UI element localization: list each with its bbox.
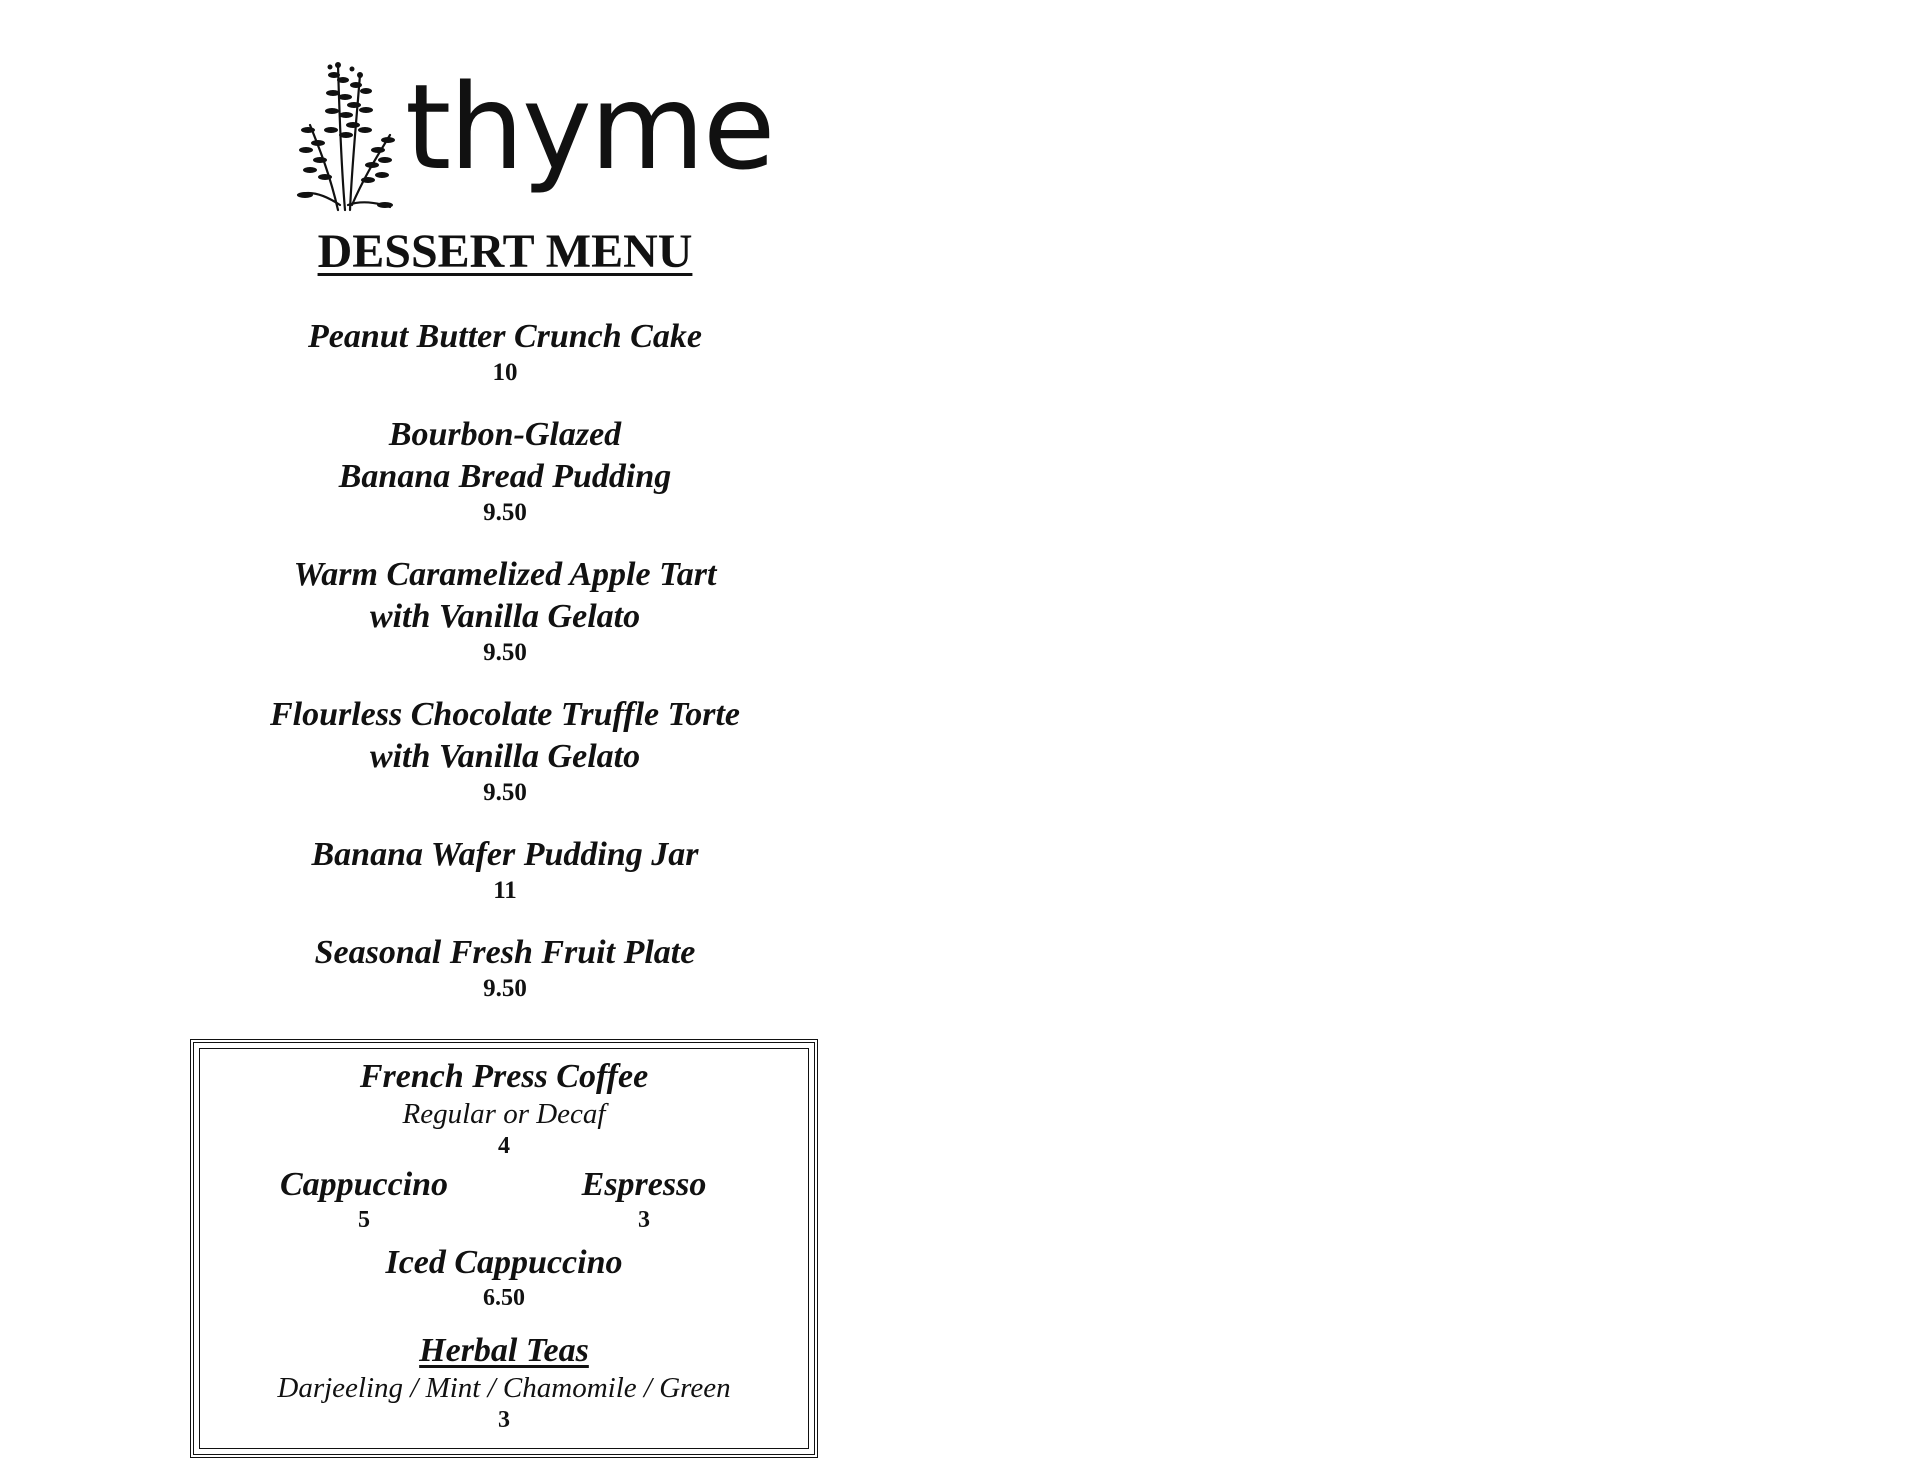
herbal-teas-price: 3 <box>498 1407 510 1433</box>
item-name: Banana Wafer Pudding Jar <box>311 836 699 873</box>
brand-wordmark: thyme <box>405 58 774 196</box>
item-name: Peanut Butter Crunch Cake <box>308 318 702 355</box>
coffee-name: French Press Coffee <box>359 1058 649 1095</box>
item-name: Warm Caramelized Apple Tart with Vanilla Gelato <box>293 556 717 635</box>
herbal-teas-title: Herbal Teas <box>419 1332 589 1369</box>
list-item <box>190 414 820 528</box>
espresso-drinks-row <box>194 1165 814 1235</box>
item-name: Flourless Chocolate Truffle Torte with Vanilla Gelato <box>269 696 741 775</box>
herbal-teas-options: Darjeeling / Mint / Chamomile / Green <box>277 1372 731 1404</box>
list-item <box>190 554 820 668</box>
list-item <box>190 932 820 1004</box>
brand-logo <box>290 55 774 215</box>
item-name: Seasonal Fresh Fruit Plate <box>314 934 696 971</box>
item-price: 11 <box>493 877 517 904</box>
item-price: 9.50 <box>483 975 527 1002</box>
cappuccino-price: 5 <box>358 1207 370 1233</box>
espresso-item <box>554 1165 734 1235</box>
cappuccino-name: Cappuccino <box>279 1166 449 1203</box>
cappuccino-item <box>274 1165 454 1235</box>
iced-cappuccino-price: 6.50 <box>483 1285 525 1311</box>
thyme-sprig-icon <box>290 55 400 215</box>
item-price: 10 <box>492 359 518 386</box>
coffee-options: Regular or Decaf <box>402 1098 606 1130</box>
item-price: 9.50 <box>483 639 527 666</box>
item-name: Bourbon-Glazed Banana Bread Pudding <box>338 416 672 495</box>
coffee-price: 4 <box>498 1133 510 1159</box>
list-item <box>190 834 820 906</box>
list-item <box>190 316 820 388</box>
item-price: 9.50 <box>483 779 527 806</box>
dessert-list <box>190 316 820 1030</box>
page-title: DESSERT MENU <box>317 225 693 278</box>
espresso-price: 3 <box>638 1207 650 1233</box>
item-price: 9.50 <box>483 499 527 526</box>
iced-cappuccino-name: Iced Cappuccino <box>385 1244 623 1281</box>
drinks-box <box>190 1039 818 1458</box>
espresso-name: Espresso <box>581 1166 707 1203</box>
list-item <box>190 694 820 808</box>
